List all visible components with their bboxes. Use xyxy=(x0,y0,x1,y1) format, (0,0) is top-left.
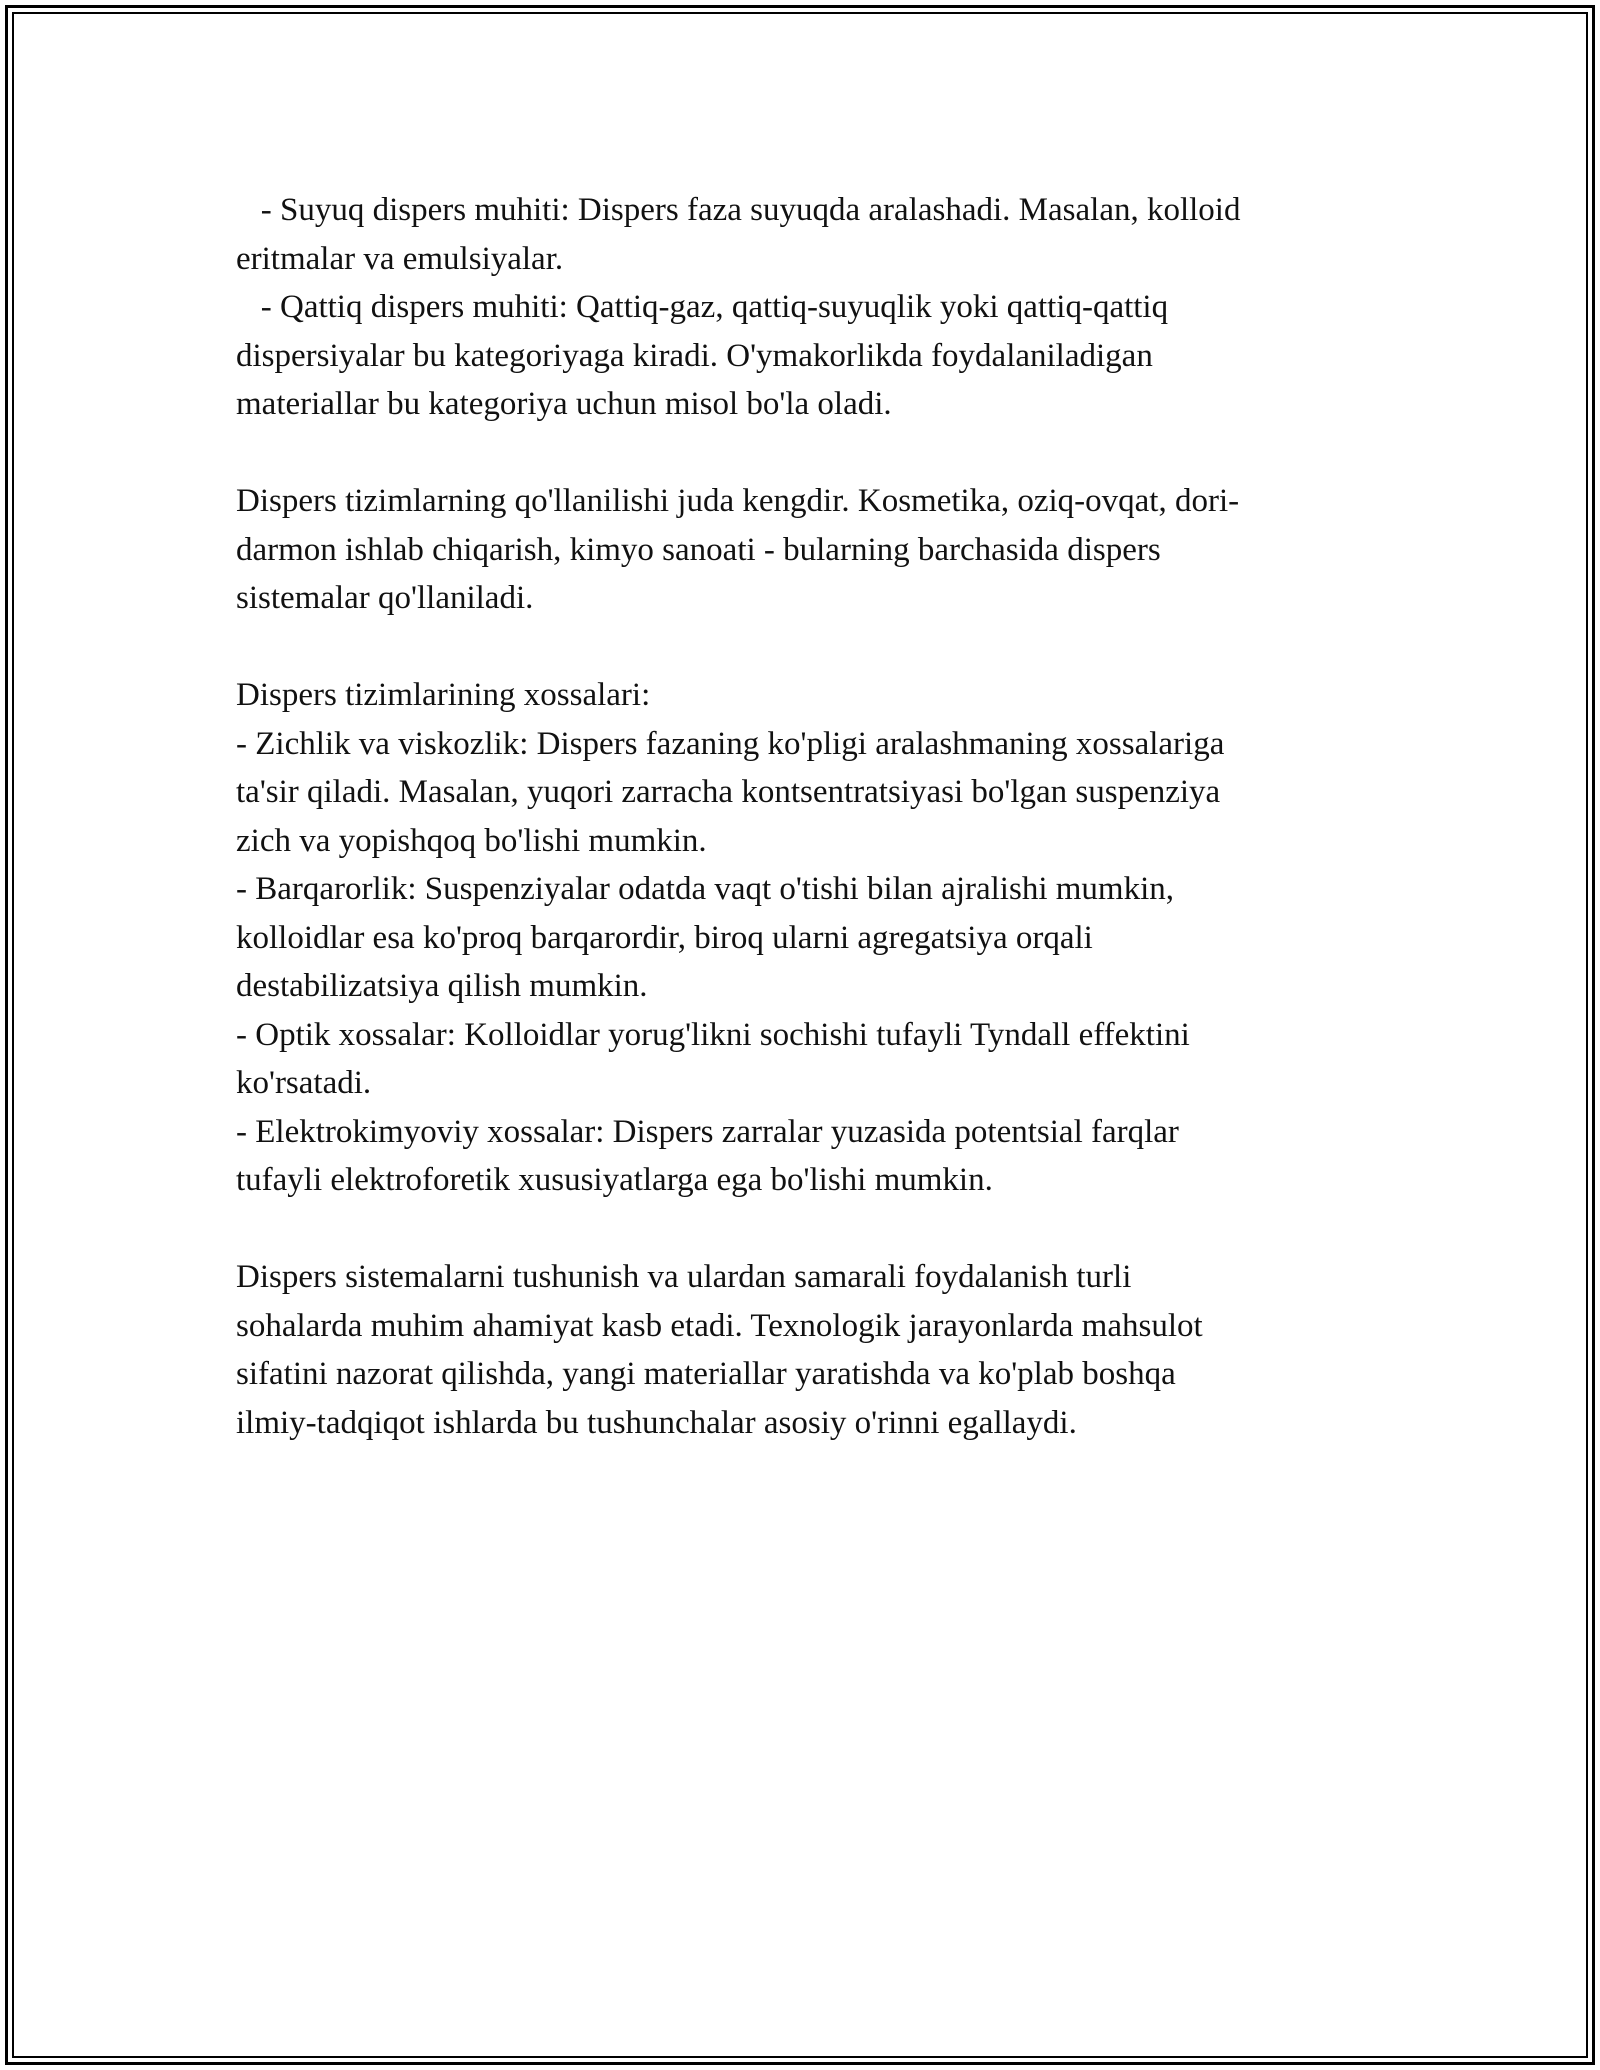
text-line: tufayli elektroforetik xususiyatlarga ega bo'lishi mumkin. xyxy=(236,1162,993,1198)
text-line: sistemalar qo'llaniladi. xyxy=(236,580,534,616)
text-line: - Optik xossalar: Kolloidlar yorug'likni sochishi tufayli Tyndall effektini xyxy=(236,1016,1190,1053)
text-line: - Suyuq dispers muhiti: Dispers faza suyuqda aralashadi. Masalan, kolloid xyxy=(236,192,1241,228)
text-line: sifatini nazorat qilishda, yangi materiallar yaratishda va ko'plab boshqa xyxy=(236,1356,1176,1392)
section-heading: Dispers tizimlarining xossalari: xyxy=(236,677,651,713)
text-line: - Barqarorlik: Suspenziyalar odatda vaqt o'tishi bilan ajralishi mumkin, xyxy=(236,871,1174,907)
text-line: materiallar bu kategoriya uchun misol bo'la oladi. xyxy=(236,386,892,422)
text-line: sohalarda muhim ahamiyat kasb etadi. Texnologik jarayonlarda mahsulot xyxy=(236,1307,1203,1344)
text-line: ko'rsatadi. xyxy=(236,1065,372,1101)
document-body xyxy=(236,186,1366,1447)
text-line: - Zichlik va viskozlik: Dispers fazaning ko'pligi aralashmaning xossalariga xyxy=(236,725,1225,762)
text-line: eritmalar va emulsiyalar. xyxy=(236,240,564,277)
text-line: destabilizatsiya qilish mumkin. xyxy=(236,968,648,1004)
text-line: darmon ishlab chiqarish, kimyo sanoati - bularning barchasida dispers xyxy=(236,531,1161,568)
text-line: zich va yopishqoq bo'lishi mumkin. xyxy=(236,822,707,859)
text-line: - Qattiq dispers muhiti: Qattiq-gaz, qattiq-suyuqlik yoki qattiq-qattiq xyxy=(236,289,1169,325)
paragraph-gap xyxy=(236,623,1366,672)
text-line: - Elektrokimyoviy xossalar: Dispers zarralar yuzasida potentsial farqlar xyxy=(236,1113,1179,1150)
text-line: ta'sir qiladi. Masalan, yuqori zarracha kontsentratsiyasi bo'lgan suspenziya xyxy=(236,774,1221,810)
text-line: Dispers sistemalarni tushunish va ulardan samarali foydalanish turli xyxy=(236,1259,1132,1295)
text-line: Dispers tizimlarning qo'llanilishi juda kengdir. Kosmetika, oziq-ovqat, dori- xyxy=(236,483,1240,519)
text-line: dispersiyalar bu kategoriyaga kiradi. O'ymakorlikda foydalaniladigan xyxy=(236,337,1153,374)
text-line: kolloidlar esa ko'proq barqarordir, biroq ularni agregatsiya orqali xyxy=(236,919,1093,956)
text-line: ilmiy-tadqiqot ishlarda bu tushunchalar asosiy o'rinni egallaydi. xyxy=(236,1404,1077,1441)
paragraph-gap xyxy=(236,1205,1366,1254)
paragraph-gap xyxy=(236,429,1366,478)
